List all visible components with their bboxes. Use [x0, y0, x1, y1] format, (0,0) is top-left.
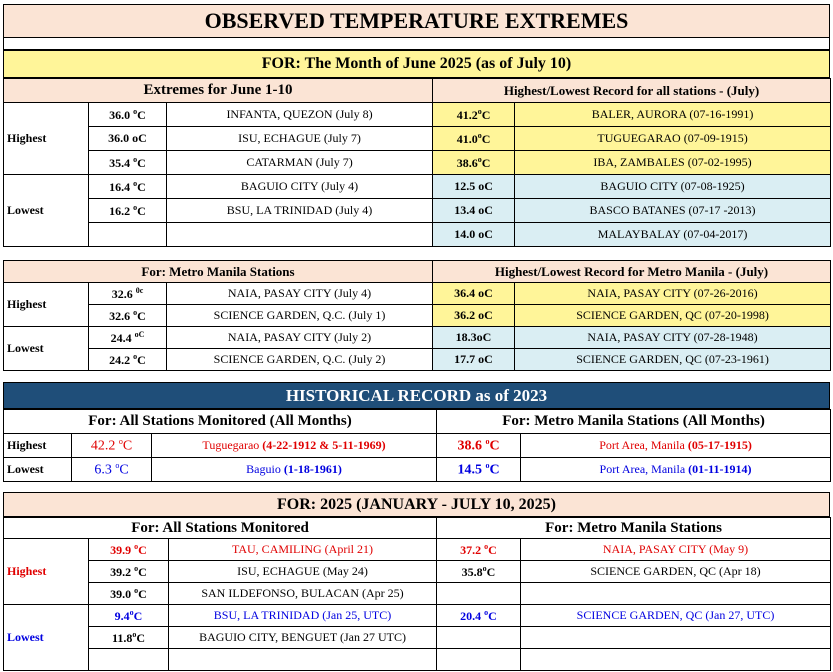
record-value: 41.2$^o$C [433, 103, 515, 127]
temp-value: 9.4$^o$C [89, 605, 169, 627]
record-value: 17.7 oC [433, 349, 515, 371]
hist-metro-manila-header: For: Metro Manila Stations (All Months) [437, 410, 831, 434]
historical-banner: HISTORICAL RECORD as of 2023 [3, 382, 830, 409]
metro-manila-july-record-header: Highest/Lowest Record for Metro Manila - (July) [433, 261, 831, 283]
temp-value: 24.4 $^{oC}$ [89, 327, 167, 349]
page-title: OBSERVED TEMPERATURE EXTREMES [3, 4, 830, 38]
y2025-metro-manila-header: For: Metro Manila Stations [437, 518, 831, 539]
month-banner: FOR: The Month of June 2025 (as of July 10) [3, 50, 830, 78]
station-location: Port Area, Manila (05-17-1915) [521, 434, 831, 458]
temp-value: 36.0 $^o$C [89, 103, 167, 127]
station-location: BSU, LA TRINIDAD (Jan 25, UTC) [169, 605, 437, 627]
temp-value: 36.0 oC [89, 127, 167, 151]
station-location: BAGUIO CITY (July 4) [167, 175, 433, 199]
station-location: CATARMAN (July 7) [167, 151, 433, 175]
highest-label: Highest [4, 539, 89, 605]
temp-value: 20.4 $^o$C [437, 605, 521, 627]
station-location: SCIENCE GARDEN, QC (Jan 27, UTC) [521, 605, 831, 627]
metro-manila-header: For: Metro Manila Stations [4, 261, 433, 283]
record-location: MALAYBALAY (07-04-2017) [515, 223, 831, 247]
record-location: BALER, AURORA (07-16-1991) [515, 103, 831, 127]
highest-label: Highest [4, 434, 72, 458]
highest-label: Highest [4, 103, 89, 175]
temp-value: 32.6 $^o$C [89, 305, 167, 327]
station-location: NAIA, PASAY CITY (May 9) [521, 539, 831, 561]
record-location: SCIENCE GARDEN, QC (07-23-1961) [515, 349, 831, 371]
station-location: SCIENCE GARDEN, QC (Apr 18) [521, 561, 831, 583]
year-2025-banner: FOR: 2025 (JANUARY - JULY 10, 2025) [3, 492, 830, 517]
temp-value: 37.2 $^o$C [437, 539, 521, 561]
metro-manila-table [3, 260, 831, 371]
temp-value: 39.0 $^o$C [89, 583, 169, 605]
all-stations-july-record-header: Highest/Lowest Record for all stations - (July) [433, 79, 831, 103]
record-location: BASCO BATANES (07-17 -2013) [515, 199, 831, 223]
june-extremes-header: Extremes for June 1-10 [4, 79, 433, 103]
temp-value: 24.2 $^o$C [89, 349, 167, 371]
spacer-row [3, 38, 830, 50]
temp-value [89, 223, 167, 247]
temp-value [89, 649, 169, 671]
temp-value [437, 649, 521, 671]
temp-value: 39.9 $^o$C [89, 539, 169, 561]
temp-value: 16.2 $^o$C [89, 199, 167, 223]
temp-value [437, 583, 521, 605]
temp-value: 42.2 $^o$C [72, 434, 152, 458]
station-location: Tuguegarao (4-22-1912 & 5-11-1969) [152, 434, 437, 458]
record-value: 18.3oC [433, 327, 515, 349]
station-location: BAGUIO CITY, BENGUET (Jan 27 UTC) [169, 627, 437, 649]
temp-value: 39.2 $^o$C [89, 561, 169, 583]
june-extremes-table [3, 78, 831, 247]
station-location: BSU, LA TRINIDAD (July 4) [167, 199, 433, 223]
temp-value: 16.4 $^o$C [89, 175, 167, 199]
station-location [521, 583, 831, 605]
station-location: NAIA, PASAY CITY (July 2) [167, 327, 433, 349]
record-value: 36.2 oC [433, 305, 515, 327]
record-value: 41.0$^o$C [433, 127, 515, 151]
record-location: NAIA, PASAY CITY (07-26-2016) [515, 283, 831, 305]
station-location: SCIENCE GARDEN, Q.C. (July 1) [167, 305, 433, 327]
record-value: 12.5 oC [433, 175, 515, 199]
temp-value: 14.5 $^o$C [437, 458, 521, 482]
historical-table [3, 409, 831, 482]
temp-value: 32.6 $^{0c}$ [89, 283, 167, 305]
station-location [169, 649, 437, 671]
station-location: NAIA, PASAY CITY (July 4) [167, 283, 433, 305]
record-value: 14.0 oC [433, 223, 515, 247]
station-location: TAU, CAMILING (April 21) [169, 539, 437, 561]
station-location: SCIENCE GARDEN, Q.C. (July 2) [167, 349, 433, 371]
station-location: Baguio (1-18-1961) [152, 458, 437, 482]
temp-value [437, 627, 521, 649]
record-value: 38.6$^o$C [433, 151, 515, 175]
record-location: IBA, ZAMBALES (07-02-1995) [515, 151, 831, 175]
temp-value: 35.4 $^o$C [89, 151, 167, 175]
lowest-label: Lowest [4, 458, 72, 482]
record-location: BAGUIO CITY (07-08-1925) [515, 175, 831, 199]
record-location: TUGUEGARAO (07-09-1915) [515, 127, 831, 151]
temp-value: 38.6 $^o$C [437, 434, 521, 458]
lowest-label: Lowest [4, 327, 89, 371]
temp-value: 6.3 $^o$C [72, 458, 152, 482]
record-value: 36.4 oC [433, 283, 515, 305]
lowest-label: Lowest [4, 175, 89, 247]
record-location: NAIA, PASAY CITY (07-28-1948) [515, 327, 831, 349]
y2025-all-stations-header: For: All Stations Monitored [4, 518, 437, 539]
record-value: 13.4 oC [433, 199, 515, 223]
station-location [167, 223, 433, 247]
lowest-label: Lowest [4, 605, 89, 671]
station-location [521, 649, 831, 671]
station-location: SAN ILDEFONSO, BULACAN (Apr 25) [169, 583, 437, 605]
highest-label: Highest [4, 283, 89, 327]
temp-value: 11.8$^o$C [89, 627, 169, 649]
station-location: Port Area, Manila (01-11-1914) [521, 458, 831, 482]
record-location: SCIENCE GARDEN, QC (07-20-1998) [515, 305, 831, 327]
year-2025-table [3, 517, 831, 671]
station-location: INFANTA, QUEZON (July 8) [167, 103, 433, 127]
temp-value: 35.8$^o$C [437, 561, 521, 583]
hist-all-stations-header: For: All Stations Monitored (All Months) [4, 410, 437, 434]
station-location: ISU, ECHAGUE (July 7) [167, 127, 433, 151]
station-location: ISU, ECHAGUE (May 24) [169, 561, 437, 583]
station-location [521, 627, 831, 649]
